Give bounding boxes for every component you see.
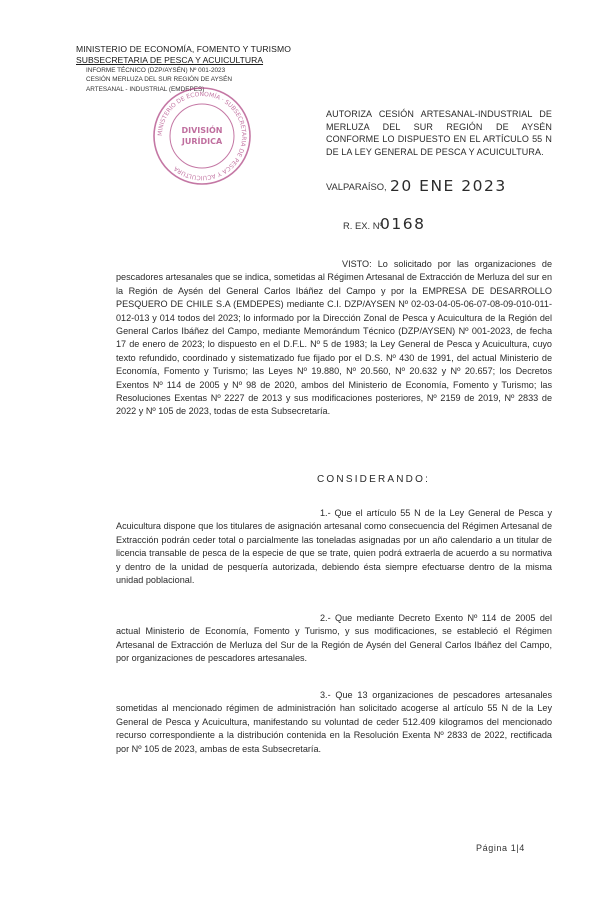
- resolution-title: AUTORIZA CESIÓN ARTESANAL-INDUSTRIAL DE MERLUZA DEL SUR REGIÓN DE AYSÉN CONFORME LO DISPUESTO EN EL ARTÍCULO 55 N DE LA LEY GENERAL DE PESCA Y ACUICULTURA.: [326, 109, 552, 157]
- place-label: VALPARAÍSO,: [326, 181, 387, 192]
- considerando-paragraph: 2.- Que mediante Decreto Exento Nº 114 de 2005 del actual Ministerio de Economía, Fomento y Turismo, y sus modificaciones, se estableció el Régimen Artesanal de Extracción de Merluza del Sur de la Región de Aysén del General Carlos Ibáñez del Campo, por organizaciones de pescadores artesanales.: [116, 613, 552, 664]
- visto-paragraph: VISTO: Lo solicitado por las organizaciones de pescadores artesanales que se indica, sometidas al Régimen Artesanal de Extracción de Merluza del sur en la Región de Aysén del General Carlos Ibáñez del Campo y por la EMPRESA DE DESARROLLO PESQUERO DE CHILE S.A (EMDEPES) mediante C.I. DZP/AYSEN Nº 02-03-04-05-06-07-08-09-010-011-012-013 y 014 todos del 2023; lo informado por la Dirección Zonal de Pesca y Acuicultura de la Región del General Carlos Ibáñez del Campo, mediante Memorándum Técnico (DZP/AYSEN) Nº 001-2023, de fecha 17 de enero de 2023; lo dispuesto en el D.F.L. Nº 5 de 1983; la Ley General de Pesca y Acuicultura, cuyo texto refundido, coordinado y sistematizado fue fijado por el D.S. Nº 430 de 1991, del actual Ministerio de Economía, Fomento y Turismo; las Leyes Nº 19.880, Nº 20.560, Nº 20.632 y Nº 20.657; los Decretos Exentos Nº 114 de 2005 y Nº 98 de 2020, ambos del Ministerio de Economía, Fomento y Turismo; las Resoluciones Exentas Nº 2227 de 2013 y sus modificaciones posteriores, Nº 2159 de 2019, Nº 2833 de 2022 y Nº 105 de 2023, todas de esta Subsecretaría.: [116, 259, 552, 417]
- reference-line: CESIÓN MERLUZA DEL SUR REGIÓN DE AYSÉN: [86, 76, 232, 84]
- stamp-seal: [150, 84, 254, 188]
- stamp-center-line: JURÍDICA: [181, 137, 223, 146]
- stamp-center-line: DIVISIÓN: [181, 126, 223, 135]
- considerando-heading: CONSIDERANDO:: [317, 474, 431, 485]
- considerando-paragraph: 3.- Que 13 organizaciones de pescadores artesanales sometidas al mencionado régimen de administración han solicitado acogerse al artículo 55 N de la Ley General de Pesca y Acuicultura, manifestando su voluntad de ceder 512.409 kilogramos del mencionado recurso correspondiente a la distribución contenida en la Resolución Exenta Nº 2833 de 2022, rectificada por Nº 105 de 2023, ambas de esta Subsecretaría.: [116, 690, 552, 754]
- ministry-name: MINISTERIO DE ECONOMÍA, FOMENTO Y TURISMO: [76, 44, 291, 54]
- subsecretaria-name: SUBSECRETARIA DE PESCA Y ACUICULTURA: [76, 55, 264, 65]
- resolution-number: 0168: [380, 215, 426, 233]
- stamp-ring-text: MINISTERIO DE ECONOMÍA · SUBSECRETARIA DE PESCA Y ACUICULTURA: [156, 90, 248, 182]
- page-number: Página 1|4: [476, 843, 525, 853]
- reference-line: ARTESANAL - INDUSTRIAL (EMDEPES): [86, 85, 205, 93]
- division-juridica-stamp: [150, 84, 254, 188]
- considerando-paragraph: 1.- Que el artículo 55 N de la Ley General de Pesca y Acuicultura dispone que los titulares de asignación artesanal como consecuencia del Régimen Artesanal de Extracción podrán ceder total o parcialmente las toneladas asignadas por un año calendario a un titular de licencia transable de pesca de la especie de que se trate, quien podrá extraerla de acuerdo a su normativa y dentro de la unidad de pesquería autorizada, debiendo ésta siempre efectuarse dentro de la misma unidad poblacional.: [116, 508, 552, 586]
- date-stamp: 20 ENE 2023: [390, 177, 507, 195]
- reference-line: INFORME TÉCNICO (DZP/AYSÉN) Nº 001-2023: [86, 67, 226, 74]
- resolution-label: R. EX. Nº: [343, 220, 383, 231]
